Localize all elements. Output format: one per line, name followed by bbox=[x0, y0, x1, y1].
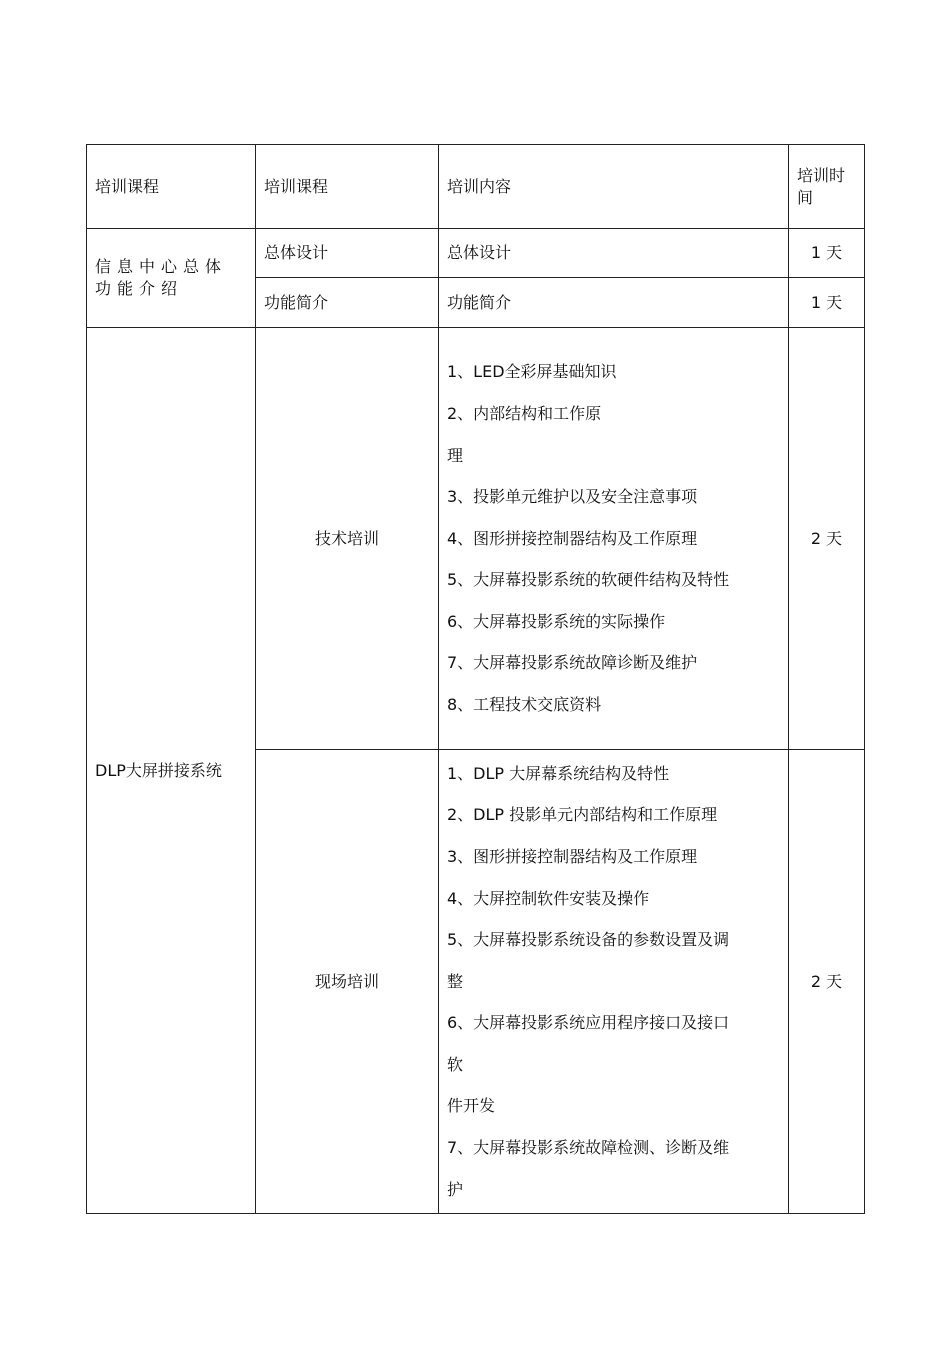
header-content: 培训内容 bbox=[439, 145, 789, 229]
list-item: 4、图形拼接控制器结构及工作原理 bbox=[447, 528, 698, 548]
list-item: 件开发 bbox=[447, 1096, 496, 1116]
list-item: 2、DLP 投影单元内部结构和工作原理 bbox=[447, 805, 718, 825]
list-item: 3、投影单元维护以及安全注意事项 bbox=[447, 487, 698, 507]
content-list-tech bbox=[447, 351, 780, 725]
list-item: 护 bbox=[447, 1179, 464, 1199]
list-item: 整 bbox=[447, 971, 464, 991]
list-item: 3、图形拼接控制器结构及工作原理 bbox=[447, 846, 698, 866]
content-list-site bbox=[447, 753, 780, 1211]
list-item: 4、大屏控制软件安装及操作 bbox=[447, 888, 650, 908]
course-cell: 功能简介 bbox=[256, 278, 439, 328]
table-header-row bbox=[87, 145, 865, 229]
list-item: 1、LED全彩屏基础知识 bbox=[447, 362, 617, 382]
header-time-label: 培训时间 bbox=[797, 165, 846, 207]
training-table bbox=[86, 144, 865, 1214]
list-item: 1、DLP 大屏幕系统结构及特性 bbox=[447, 763, 670, 783]
header-time bbox=[789, 145, 865, 229]
table-row bbox=[87, 328, 865, 750]
header-course-2: 培训课程 bbox=[256, 145, 439, 229]
list-item: 5、大屏幕投影系统的软硬件结构及特性 bbox=[447, 570, 730, 590]
content-cell: 功能简介 bbox=[439, 278, 789, 328]
content-cell bbox=[439, 750, 789, 1214]
list-item: 6、大屏幕投影系统的实际操作 bbox=[447, 611, 666, 631]
list-item: 7、大屏幕投影系统故障诊断及维护 bbox=[447, 653, 698, 673]
list-item: 软 bbox=[447, 1054, 464, 1074]
group-name-overview: 信息中心总体功能介绍 bbox=[87, 229, 256, 328]
list-item: 6、大屏幕投影系统应用程序接口及接口 bbox=[447, 1013, 730, 1033]
header-course-1: 培训课程 bbox=[87, 145, 256, 229]
group-name-dlp-label: DLP大屏拼接系统 bbox=[95, 760, 222, 780]
days-cell: 1 天 bbox=[789, 278, 865, 328]
days-cell: 2 天 bbox=[789, 750, 865, 1214]
course-cell: 技术培训 bbox=[256, 328, 439, 750]
table-row bbox=[87, 229, 865, 278]
group-name-dlp bbox=[87, 328, 256, 1214]
course-cell: 现场培训 bbox=[256, 750, 439, 1214]
course-cell: 总体设计 bbox=[256, 229, 439, 278]
list-item: 2、内部结构和工作原 bbox=[447, 403, 602, 423]
list-item: 8、工程技术交底资料 bbox=[447, 695, 602, 715]
list-item: 7、大屏幕投影系统故障检测、诊断及维 bbox=[447, 1138, 730, 1158]
list-item: 5、大屏幕投影系统设备的参数设置及调 bbox=[447, 930, 730, 950]
days-cell: 1 天 bbox=[789, 229, 865, 278]
days-cell: 2 天 bbox=[789, 328, 865, 750]
content-cell: 总体设计 bbox=[439, 229, 789, 278]
content-cell bbox=[439, 328, 789, 750]
list-item: 理 bbox=[447, 445, 464, 465]
